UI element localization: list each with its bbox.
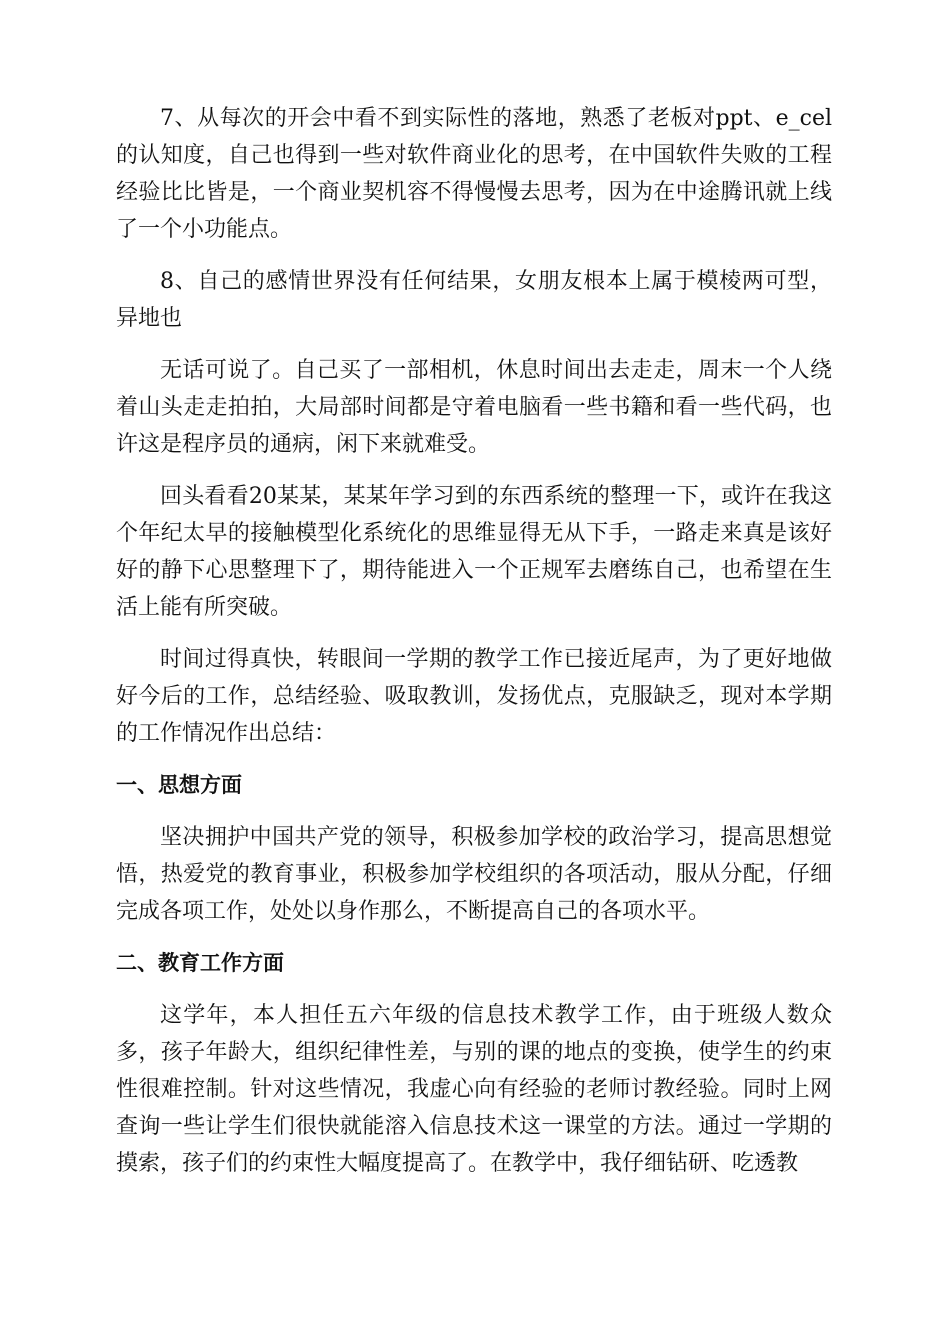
paragraph-ideology: 坚决拥护中国共产党的领导，积极参加学校的政治学习，提高思想觉悟，热爱党的教育事业，积极参加学校组织的各项活动，服从分配，仔细完成各项工作，处处以身作那么，不断提高自己的各项水平。 bbox=[116, 825, 832, 924]
section-heading-education: 二、教育工作方面 bbox=[116, 951, 284, 975]
paragraph-education: 这学年，本人担任五六年级的信息技术教学工作，由于班级人数众多，孩子年龄大，组织纪律性差，与别的课的地点的变换，使学生的约束性很难控制。针对这些情况，我虚心向有经验的老师讨教经验。同时上网查询一些让学生们很快就能溶入信息技术这一课堂的方法。通过一学期的摸索，孩子们的约束性大幅度提高了。在教学中，我仔细钻研、吃透教 bbox=[116, 1003, 832, 1176]
document-page bbox=[116, 100, 832, 1197]
paragraph-camera: 无话可说了。自己买了一部相机，休息时间出去走走，周末一个人绕着山头走走拍拍，大局部时间都是守着电脑看一些书籍和看一些代码，也许这是程序员的通病，闲下来就难受。 bbox=[116, 358, 832, 457]
paragraph-item-8: 8、自己的感情世界没有任何结果，女朋友根本上属于模棱两可型，异地也 bbox=[116, 269, 832, 331]
paragraph-intro-summary: 时间过得真快，转眼间一学期的教学工作已接近尾声，为了更好地做好今后的工作，总结经验、吸取教训，发扬优点，克服缺乏，现对本学期的工作情况作出总结： bbox=[116, 647, 832, 746]
section-heading-ideology: 一、思想方面 bbox=[116, 773, 242, 797]
paragraph-item-7: 7、从每次的开会中看不到实际性的落地，熟悉了老板对ppt、e_cel的认知度，自己也得到一些对软件商业化的思考，在中国软件失败的工程经验比比皆是，一个商业契机容不得慢慢去思考，因为在中途腾讯就上线了一个小功能点。 bbox=[116, 106, 832, 242]
paragraph-review: 回头看看20某某，某某年学习到的东西系统的整理一下，或许在我这个年纪太早的接触模型化系统化的思维显得无从下手，一路走来真是该好好的静下心思整理下了，期待能进入一个正规军去磨练自己，也希望在生活上能有所突破。 bbox=[116, 484, 832, 620]
